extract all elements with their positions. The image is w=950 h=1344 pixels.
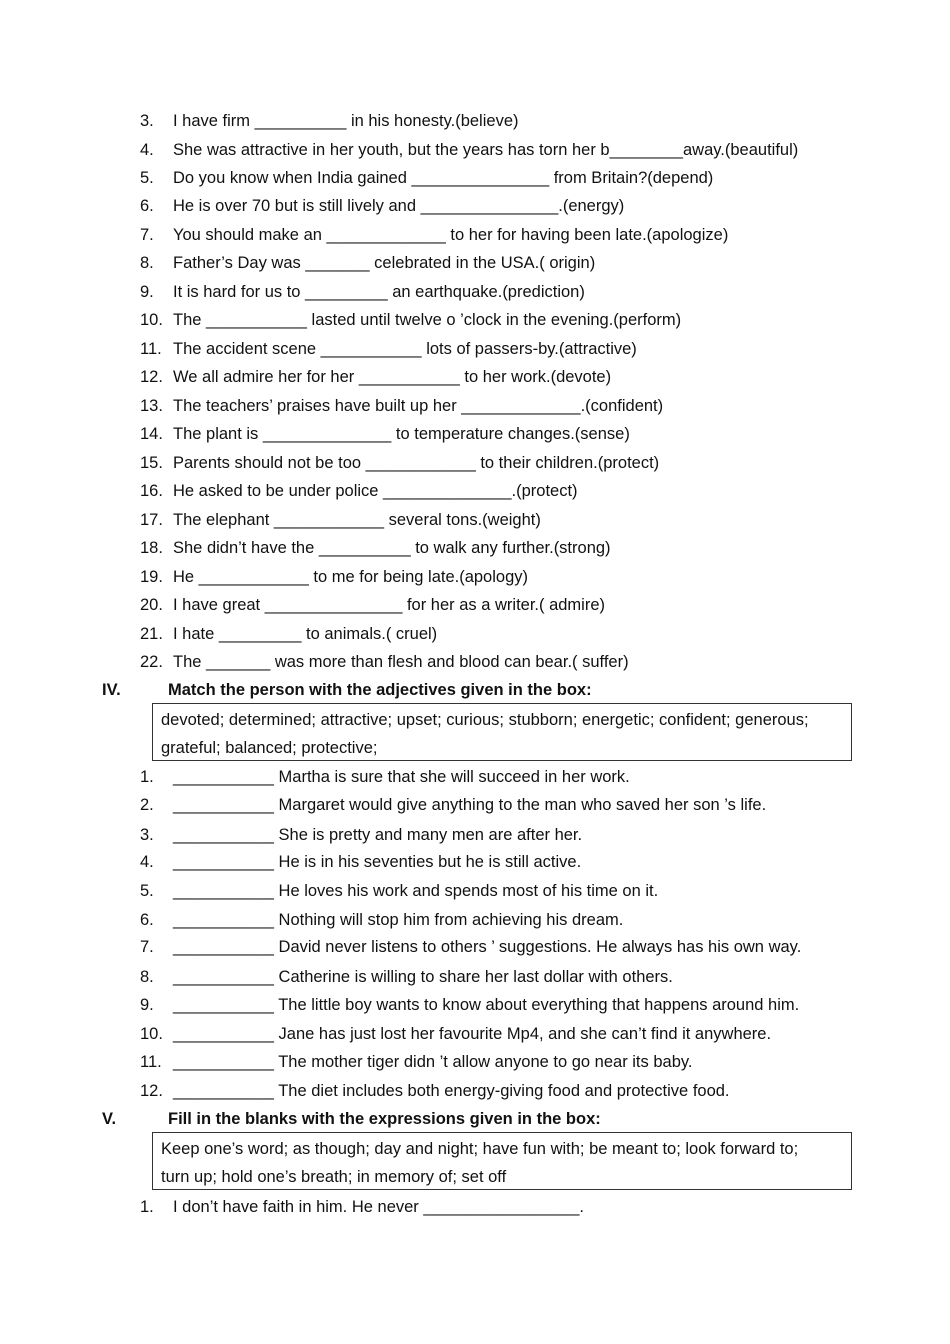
item-text: ___________ The diet includes both energy-giving food and protective food. [173, 1082, 730, 1100]
item-number: 20. [140, 596, 163, 614]
item-text: ___________ Jane has just lost her favourite Mp4, and she can’t find it anywhere. [173, 1025, 772, 1043]
item-text: Father’s Day was _______ celebrated in the USA.( origin) [173, 254, 596, 272]
item-number: 8. [140, 254, 154, 272]
item-number: 17. [140, 511, 163, 529]
item-number: 6. [140, 197, 154, 215]
item-text: He is over 70 but is still lively and _______________.(energy) [173, 197, 625, 215]
item-number: 6. [140, 911, 154, 929]
item-number: 5. [140, 882, 154, 900]
item-number: 8. [140, 968, 154, 986]
expression-box-line: Keep one’s word; as though; day and night; have fun with; be meant to; look forward to; [161, 1140, 799, 1158]
item-text: I have great _______________ for her as a writer.( admire) [173, 596, 606, 614]
item-number: 7. [140, 938, 154, 956]
item-text: The plant is ______________ to temperature changes.(sense) [173, 425, 630, 443]
item-number: 15. [140, 454, 163, 472]
item-number: 5. [140, 169, 154, 187]
item-text: ___________ She is pretty and many men are after her. [173, 826, 583, 844]
word-box-line: devoted; determined; attractive; upset; curious; stubborn; energetic; confident; generous; [161, 711, 809, 729]
item-number: 9. [140, 996, 154, 1014]
item-number: 19. [140, 568, 163, 586]
item-number: 12. [140, 1082, 163, 1100]
item-text: ___________ Martha is sure that she will succeed in her work. [173, 768, 630, 786]
item-text: Do you know when India gained _______________ from Britain?(depend) [173, 169, 714, 187]
item-number: 12. [140, 368, 163, 386]
item-text: ___________ The mother tiger didn ’t allow anyone to go near its baby. [173, 1053, 693, 1071]
item-text: He ____________ to me for being late.(apology) [173, 568, 528, 586]
item-text: She was attractive in her youth, but the years has torn her b________away.(beautiful) [173, 141, 799, 159]
item-number: 22. [140, 653, 163, 671]
item-text: I have firm __________ in his honesty.(believe) [173, 112, 519, 130]
expression-box [152, 1132, 852, 1190]
item-number: 10. [140, 1025, 163, 1043]
item-number: 18. [140, 539, 163, 557]
item-number: 2. [140, 796, 154, 814]
item-number: 4. [140, 853, 154, 871]
section5-title: Fill in the blanks with the expressions given in the box: [168, 1110, 601, 1128]
section4-roman: IV. [102, 681, 121, 699]
item-number: 11. [140, 1053, 162, 1071]
word-box [152, 703, 852, 761]
item-text: ___________ The little boy wants to know about everything that happens around him. [173, 996, 800, 1014]
item-text: Parents should not be too ____________ to their children.(protect) [173, 454, 660, 472]
item-text: We all admire her for her ___________ to her work.(devote) [173, 368, 612, 386]
expression-box-line: turn up; hold one’s breath; in memory of; set off [161, 1168, 507, 1186]
item-text: It is hard for us to _________ an earthquake.(prediction) [173, 283, 585, 301]
item-text: I hate _________ to animals.( cruel) [173, 625, 438, 643]
item-text: ___________ Margaret would give anything to the man who saved her son ’s life. [173, 796, 767, 814]
item-number: 16. [140, 482, 163, 500]
item-text: ___________ Nothing will stop him from achieving his dream. [173, 911, 624, 929]
item-number: 13. [140, 397, 163, 415]
item-number: 10. [140, 311, 163, 329]
item-text: ___________ Catherine is willing to share her last dollar with others. [173, 968, 673, 986]
section5-roman: V. [102, 1110, 117, 1128]
item-text: The teachers’ praises have built up her _____________.(confident) [173, 397, 664, 415]
item-number: 3. [140, 112, 154, 130]
item-number: 21. [140, 625, 163, 643]
item-text: I don’t have faith in him. He never _________________. [173, 1198, 584, 1216]
item-text: He asked to be under police ______________.(protect) [173, 482, 578, 500]
item-text: She didn’t have the __________ to walk any further.(strong) [173, 539, 611, 557]
item-text: ___________ He is in his seventies but he is still active. [173, 853, 582, 871]
item-text: The accident scene ___________ lots of passers-by.(attractive) [173, 340, 637, 358]
item-number: 1. [140, 768, 154, 786]
item-number: 7. [140, 226, 154, 244]
item-number: 1. [140, 1198, 154, 1216]
item-text: The elephant ____________ several tons.(weight) [173, 511, 541, 529]
item-text: ___________ He loves his work and spends most of his time on it. [173, 882, 659, 900]
item-text: You should make an _____________ to her for having been late.(apologize) [173, 226, 729, 244]
item-text: The ___________ lasted until twelve o ’clock in the evening.(perform) [173, 311, 682, 329]
section4-title: Match the person with the adjectives given in the box: [168, 681, 592, 699]
item-number: 9. [140, 283, 154, 301]
item-number: 4. [140, 141, 154, 159]
word-box-line: grateful; balanced; protective; [161, 739, 378, 757]
item-number: 11. [140, 340, 162, 358]
item-text: The _______ was more than flesh and blood can bear.( suffer) [173, 653, 629, 671]
item-number: 14. [140, 425, 163, 443]
item-text: ___________ David never listens to others ’ suggestions. He always has his own way. [173, 938, 802, 956]
item-number: 3. [140, 826, 154, 844]
